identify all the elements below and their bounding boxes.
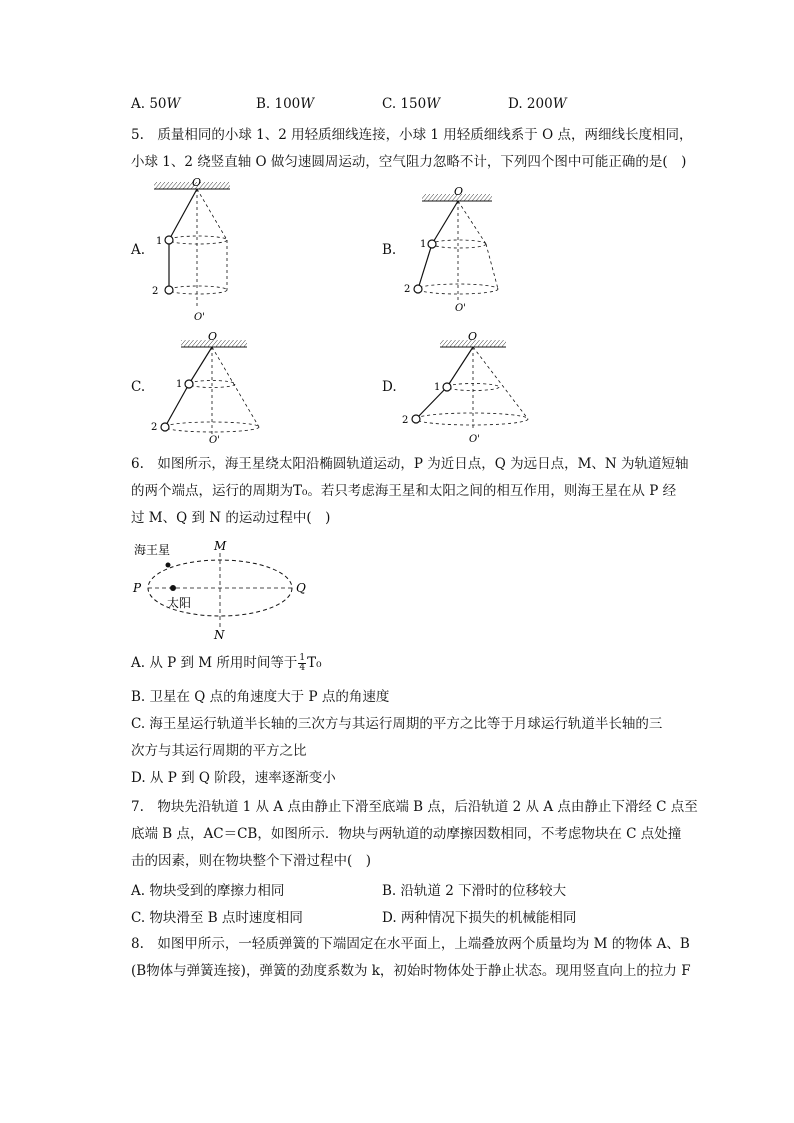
q7-option-c: C. 物块滑至 B 点时速度相同 [131,910,303,926]
svg-text:O: O [454,185,464,198]
svg-text:1: 1 [420,239,427,250]
ball-1 [165,236,173,244]
q6-stem-line1: 6. 如图所示，海王星绕太阳沿椭圆轨道运动，P 为近日点，Q 为远日点，M、N 为轨道短轴 [131,456,689,472]
svg-text:O': O' [469,434,480,445]
q7-stem-line2: 底端 B 点，AC＝CB，如图所示．物块与两轨道的动摩擦因数相同，不考虑物块在 C 点处撞 [131,826,682,842]
svg-text:2: 2 [151,422,158,433]
q6-stem-line3: 过 M、Q 到 N 的运动过程中( ) [131,510,331,526]
q6-option-c-line1: C. 海王星运行轨道半长轴的三次方与其运行周期的平方之比等于月球运行轨道半长轴的三 [131,716,663,732]
q7-option-d: D. 两种情况下损失的机械能相同 [382,910,577,926]
label-sun: 太阳 [167,596,192,610]
label-q: Q [296,581,306,595]
svg-text:2: 2 [402,415,409,426]
q6-orbit-diagram [132,535,322,645]
q4-option-d: D. 200W [508,96,567,112]
q7-stem-line1: 7. 物块先沿轨道 1 从 A 点由静止下滑至底端 B 点，后沿轨道 2 从 A 点由静止下滑经 C 点至 [131,799,698,815]
label-n: N [214,628,225,642]
q6-stem-line2: 的两个端点，运行的周期为T₀。若只考虑海王星和太阳之间的相互作用，则海王星在从 P 经 [131,483,677,499]
q5-figure-c [148,332,278,447]
q5-figure-b [398,184,518,334]
svg-text:O': O' [209,435,220,446]
q4-option-c: C. 150W [382,96,441,112]
q7-stem-line3: 击的因素，则在物块整个下滑过程中( ) [131,853,372,869]
q8-stem-line2: (B物体与弹簧连接)，弹簧的劲度系数为 k，初始时物体处于静止状态。现用竖直向上的拉力 F [131,963,691,979]
q5-figure-d [398,332,538,447]
svg-text:O: O [208,330,218,343]
q6-option-d: D. 从 P 到 Q 阶段，速率逐渐变小 [131,770,336,786]
svg-text:O: O [468,330,478,343]
svg-text:1: 1 [156,236,163,247]
q5-figure-b-label: B. [382,242,397,258]
label-m: M [214,539,227,553]
point-o-prime: O' [194,312,205,323]
point-o: O [192,176,202,189]
q4-option-b: B. 100W [256,96,315,112]
svg-text:2: 2 [152,286,159,297]
q5-stem-line1: 5. 质量相同的小球 1、2 用轻质细线连接，小球 1 用轻质细线系于 O 点，两细线长度相同， [131,127,693,143]
q4-option-a: A. 50W [131,96,181,112]
svg-text:1: 1 [176,379,183,390]
svg-text:1: 1 [434,382,441,393]
svg-text:O': O' [455,303,466,314]
ball-2 [165,286,173,294]
q8-stem-line1: 8. 如图甲所示，一轻质弹簧的下端固定在水平面上，上端叠放两个质量均为 M 的物体 A、B [131,936,690,952]
q5-figure-a [148,178,268,328]
q6-option-a: A. 从 P 到 M 所用时间等于 $\frac{1}{4}$ T₀ [131,653,322,673]
q5-stem-line2: 小球 1、2 绕竖直轴 O 做匀速圆周运动，空气阻力忽略不计，下列四个图中可能正确的是( ) [131,154,687,170]
q6-option-c-line2: 次方与其运行周期的平方之比 [131,743,307,759]
q5-figure-a-label: A. [131,242,146,258]
sun-dot [170,585,176,591]
q5-figure-c-label: C. [131,379,146,395]
svg-text:2: 2 [404,284,411,295]
q7-option-b: B. 沿轨道 2 下滑时的位移较大 [382,883,567,899]
q7-option-a: A. 物块受到的摩擦力相同 [131,883,285,899]
q5-figure-d-label: D. [382,379,397,395]
neptune-dot [166,563,171,568]
q6-option-b: B. 卫星在 Q 点的角速度大于 P 点的角速度 [131,689,390,705]
label-p: P [133,581,142,595]
label-neptune: 海王星 [134,543,171,557]
